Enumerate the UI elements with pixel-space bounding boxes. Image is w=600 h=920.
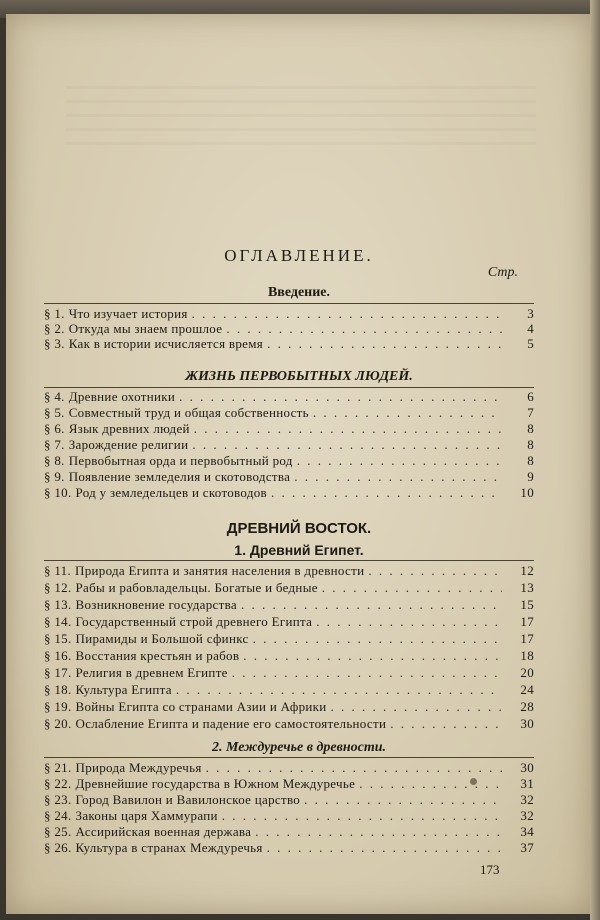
dot-leader xyxy=(359,776,502,792)
toc-entry xyxy=(44,306,534,322)
page-column-label: Стр. xyxy=(487,265,518,280)
entry-page: 8 xyxy=(527,421,534,436)
dot-leader xyxy=(226,321,502,337)
entry-title: Возникновение государства xyxy=(75,597,237,612)
dot-leader xyxy=(331,699,502,715)
entry-page: 34 xyxy=(520,824,534,839)
toc-entry xyxy=(44,469,534,485)
dot-leader xyxy=(243,648,502,664)
entry-page: 20 xyxy=(520,665,534,680)
toc-entry xyxy=(44,776,534,792)
entry-page: 7 xyxy=(527,405,534,420)
dot-leader xyxy=(176,682,502,698)
book-page xyxy=(6,14,592,914)
entry-title: Что изучает история xyxy=(68,306,188,321)
dot-leader xyxy=(241,597,502,613)
entry-title: Государственный строй древнего Египта xyxy=(75,614,313,629)
dot-leader xyxy=(271,485,502,501)
entry-title: Совместный труд и общая собственность xyxy=(68,405,309,420)
entry-title: Рабы и рабовладельцы. Богатые и бедные xyxy=(75,580,318,595)
dot-leader xyxy=(304,792,502,808)
entry-number: § 21. xyxy=(44,760,72,775)
part-heading-east: ДРЕВНИЙ ВОСТОК. xyxy=(226,520,372,537)
book-spine-edge xyxy=(590,0,600,920)
toc-entry xyxy=(44,485,534,501)
entry-page: 4 xyxy=(527,321,534,336)
entry-page: 5 xyxy=(527,336,534,351)
entry-title: Природа Междуречья xyxy=(75,760,202,775)
entry-page: 31 xyxy=(520,776,534,791)
entry-title: Город Вавилон и Вавилонское царство xyxy=(75,792,301,807)
section-heading-primitive: ЖИЗНЬ ПЕРВОБЫТНЫХ ЛЮДЕЙ. xyxy=(185,369,413,384)
page-number: 173 xyxy=(480,862,500,877)
dot-leader xyxy=(322,580,502,596)
entry-title: Язык древних людей xyxy=(68,421,190,436)
entry-page: 10 xyxy=(520,485,534,500)
entry-title: Род у земледельцев и скотоводов xyxy=(75,485,267,500)
entry-title: Законы царя Хаммурапи xyxy=(75,808,218,823)
divider xyxy=(44,560,534,561)
entry-number: § 8. xyxy=(44,453,65,468)
entry-number: § 11. xyxy=(44,563,72,578)
entry-title: Древнейшие государства в Южном Междуречье xyxy=(75,776,356,791)
dot-leader xyxy=(192,306,502,322)
entry-number: § 12. xyxy=(44,580,72,595)
dot-leader xyxy=(390,716,502,732)
entry-page: 17 xyxy=(520,631,534,646)
toc-entry xyxy=(44,614,534,630)
entry-number: § 17. xyxy=(44,665,72,680)
entry-page: 17 xyxy=(520,614,534,629)
entry-page: 30 xyxy=(520,760,534,775)
entry-title: Откуда мы знаем прошлое xyxy=(68,321,223,336)
entry-number: § 3. xyxy=(44,336,65,351)
entry-number: § 23. xyxy=(44,792,72,807)
entry-page: 15 xyxy=(520,597,534,612)
entry-page: 6 xyxy=(527,389,534,404)
entry-number: § 1. xyxy=(44,306,65,321)
entry-page: 3 xyxy=(527,306,534,321)
subsection-heading-egypt: 1. Древний Египет. xyxy=(234,542,364,558)
entry-title: Ослабление Египта и падение его самостоятельности xyxy=(75,716,387,731)
dot-leader xyxy=(255,824,502,840)
entry-title: Религия в древнем Египте xyxy=(75,665,228,680)
toc-entry xyxy=(44,453,534,469)
entry-title: Как в истории исчисляется время xyxy=(68,336,264,351)
entry-title: Природа Египта и занятия населения в древности xyxy=(75,563,365,578)
entry-title: Восстания крестьян и рабов xyxy=(75,648,240,663)
toc-entry xyxy=(44,682,534,698)
entry-number: § 22. xyxy=(44,776,72,791)
toc-entry xyxy=(44,421,534,437)
toc-entry xyxy=(44,824,534,840)
entry-page: 32 xyxy=(520,792,534,807)
dot-leader xyxy=(206,760,502,776)
entry-title: Культура Египта xyxy=(75,682,172,697)
toc-entry xyxy=(44,792,534,808)
toc-entry xyxy=(44,808,534,824)
dot-leader xyxy=(267,336,502,352)
toc-entry xyxy=(44,648,534,664)
entry-page: 37 xyxy=(520,840,534,855)
entry-number: § 4. xyxy=(44,389,65,404)
entry-page: 18 xyxy=(520,648,534,663)
entry-page: 32 xyxy=(520,808,534,823)
dot-leader xyxy=(192,437,502,453)
entry-title: Культура в странах Междуречья xyxy=(75,840,263,855)
toc-entry xyxy=(44,580,534,596)
toc-entry xyxy=(44,405,534,421)
toc-entry xyxy=(44,336,534,352)
entry-page: 24 xyxy=(520,682,534,697)
toc-entry xyxy=(44,716,534,732)
entry-page: 8 xyxy=(527,453,534,468)
divider xyxy=(44,303,534,304)
entry-title: Первобытная орда и первобытный род xyxy=(68,453,293,468)
entry-number: § 6. xyxy=(44,421,65,436)
dot-leader xyxy=(232,665,502,681)
entry-number: § 18. xyxy=(44,682,72,697)
toc-entry xyxy=(44,437,534,453)
dot-leader xyxy=(222,808,502,824)
toc-entry xyxy=(44,631,534,647)
entry-title: Войны Египта со странами Азии и Африки xyxy=(75,699,327,714)
entry-page: 9 xyxy=(527,469,534,484)
entry-number: § 13. xyxy=(44,597,72,612)
entry-page: 8 xyxy=(527,437,534,452)
entry-number: § 19. xyxy=(44,699,72,714)
entry-number: § 24. xyxy=(44,808,72,823)
entry-number: § 2. xyxy=(44,321,65,336)
toc-entry xyxy=(44,597,534,613)
entry-number: § 25. xyxy=(44,824,72,839)
dot-leader xyxy=(297,453,502,469)
entry-page: 28 xyxy=(520,699,534,714)
divider xyxy=(44,757,534,758)
entry-page: 13 xyxy=(520,580,534,595)
entry-number: § 20. xyxy=(44,716,72,731)
dot-leader xyxy=(313,405,502,421)
toc-entry xyxy=(44,389,534,405)
toc-entry xyxy=(44,321,534,337)
entry-number: § 10. xyxy=(44,485,72,500)
page-title: ОГЛАВЛЕНИЕ. xyxy=(224,246,374,265)
toc-entry xyxy=(44,665,534,681)
entry-number: § 7. xyxy=(44,437,65,452)
toc-entry xyxy=(44,699,534,715)
dot-leader xyxy=(179,389,502,405)
entry-title: Появление земледелия и скотоводства xyxy=(68,469,291,484)
entry-page: 30 xyxy=(520,716,534,731)
section-heading-intro: Введение. xyxy=(267,285,331,300)
dot-leader xyxy=(253,631,502,647)
entry-number: § 5. xyxy=(44,405,65,420)
entry-number: § 16. xyxy=(44,648,72,663)
toc-entry xyxy=(44,760,534,776)
entry-number: § 26. xyxy=(44,840,72,855)
dot-leader xyxy=(316,614,502,630)
dot-leader xyxy=(194,421,502,437)
dot-leader xyxy=(368,563,502,579)
table-of-contents xyxy=(6,14,592,914)
entry-page: 12 xyxy=(520,563,534,578)
entry-title: Древние охотники xyxy=(68,389,176,404)
entry-number: § 14. xyxy=(44,614,72,629)
ink-blot xyxy=(470,778,477,785)
entry-number: § 9. xyxy=(44,469,65,484)
toc-entry xyxy=(44,840,534,856)
dot-leader xyxy=(267,840,502,856)
entry-title: Зарождение религии xyxy=(68,437,189,452)
dot-leader xyxy=(294,469,502,485)
toc-entry xyxy=(44,563,534,579)
entry-title: Ассирийская военная держава xyxy=(75,824,252,839)
divider xyxy=(44,387,534,388)
subsection-heading-mesopotamia: 2. Междуречье в древности. xyxy=(211,740,387,755)
entry-title: Пирамиды и Большой сфинкс xyxy=(75,631,249,646)
entry-number: § 15. xyxy=(44,631,72,646)
